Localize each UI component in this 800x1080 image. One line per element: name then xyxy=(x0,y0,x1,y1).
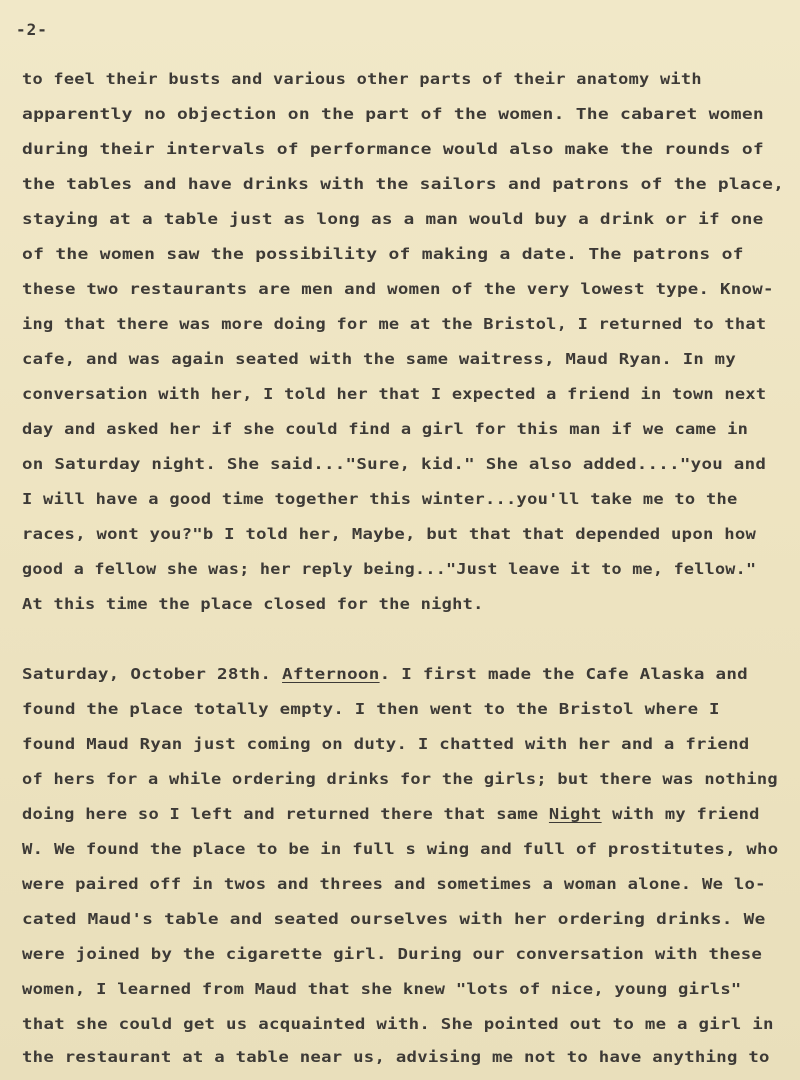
line-segment: . I first made the Cafe Alaska and xyxy=(379,665,748,683)
text-line: W. We found the place to be in full s wing and full of prostitutes, who xyxy=(22,840,779,858)
text-line: during their intervals of performance would also make the rounds of xyxy=(22,140,764,158)
text-line: day and asked her if she could find a girl for this man if we came in xyxy=(22,420,749,438)
underlined-word: Night xyxy=(548,805,602,823)
text-line: were paired off in twos and threes and sometimes a woman alone. We lo- xyxy=(22,875,766,893)
text-line: apparently no objection on the part of the women. The cabaret women xyxy=(22,105,764,123)
text-line: found the place totally empty. I then went to the Bristol where I xyxy=(22,700,720,718)
text-line: the restaurant at a table near us, advising me not to have anything to xyxy=(22,1048,770,1066)
text-line: cated Maud's table and seated ourselves with her ordering drinks. We xyxy=(22,910,766,928)
text-line: conversation with her, I told her that I expected a friend in town next xyxy=(22,385,767,403)
text-line: on Saturday night. She said..."Sure, kid." She also added...."you and xyxy=(22,455,767,473)
line-segment: doing here so I left and returned there that same xyxy=(22,805,549,823)
text-line: found Maud Ryan just coming on duty. I chatted with her and a friend xyxy=(22,735,750,753)
text-line: these two restaurants are men and women of the very lowest type. Know- xyxy=(22,280,774,298)
text-line: to feel their busts and various other parts of their anatomy with xyxy=(22,70,702,88)
line-segment: with my friend xyxy=(601,805,760,823)
text-line: of hers for a while ordering drinks for the girls; but there was nothing xyxy=(22,770,778,788)
text-line: ing that there was more doing for me at the Bristol, I returned to that xyxy=(22,315,767,333)
text-line: races, wont you?"b I told her, Maybe, but that that depended upon how xyxy=(22,525,757,543)
text-line xyxy=(22,805,760,823)
underlined-word: Afternoon xyxy=(282,665,380,683)
line-segment: Saturday, October 28th. xyxy=(22,665,283,683)
text-line: good a fellow she was; her reply being..."Just leave it to me, fellow." xyxy=(22,560,757,578)
text-line xyxy=(22,665,748,683)
text-line: were joined by the cigarette girl. During our conversation with these xyxy=(22,945,763,963)
text-line: the tables and have drinks with the sailors and patrons of the place, xyxy=(22,175,785,193)
page-number: -2- xyxy=(16,20,48,39)
text-line: staying at a table just as long as a man would buy a drink or if one xyxy=(22,210,764,228)
text-line: At this time the place closed for the night. xyxy=(22,595,484,613)
text-line: that she could get us acquainted with. She pointed out to me a girl in xyxy=(22,1015,774,1033)
text-line: women, I learned from Maud that she knew "lots of nice, young girls" xyxy=(22,980,742,998)
text-line: of the women saw the possibility of making a date. The patrons of xyxy=(22,245,744,263)
text-line: I will have a good time together this winter...you'll take me to the xyxy=(22,490,738,508)
text-line: cafe, and was again seated with the same waitress, Maud Ryan. In my xyxy=(22,350,736,368)
